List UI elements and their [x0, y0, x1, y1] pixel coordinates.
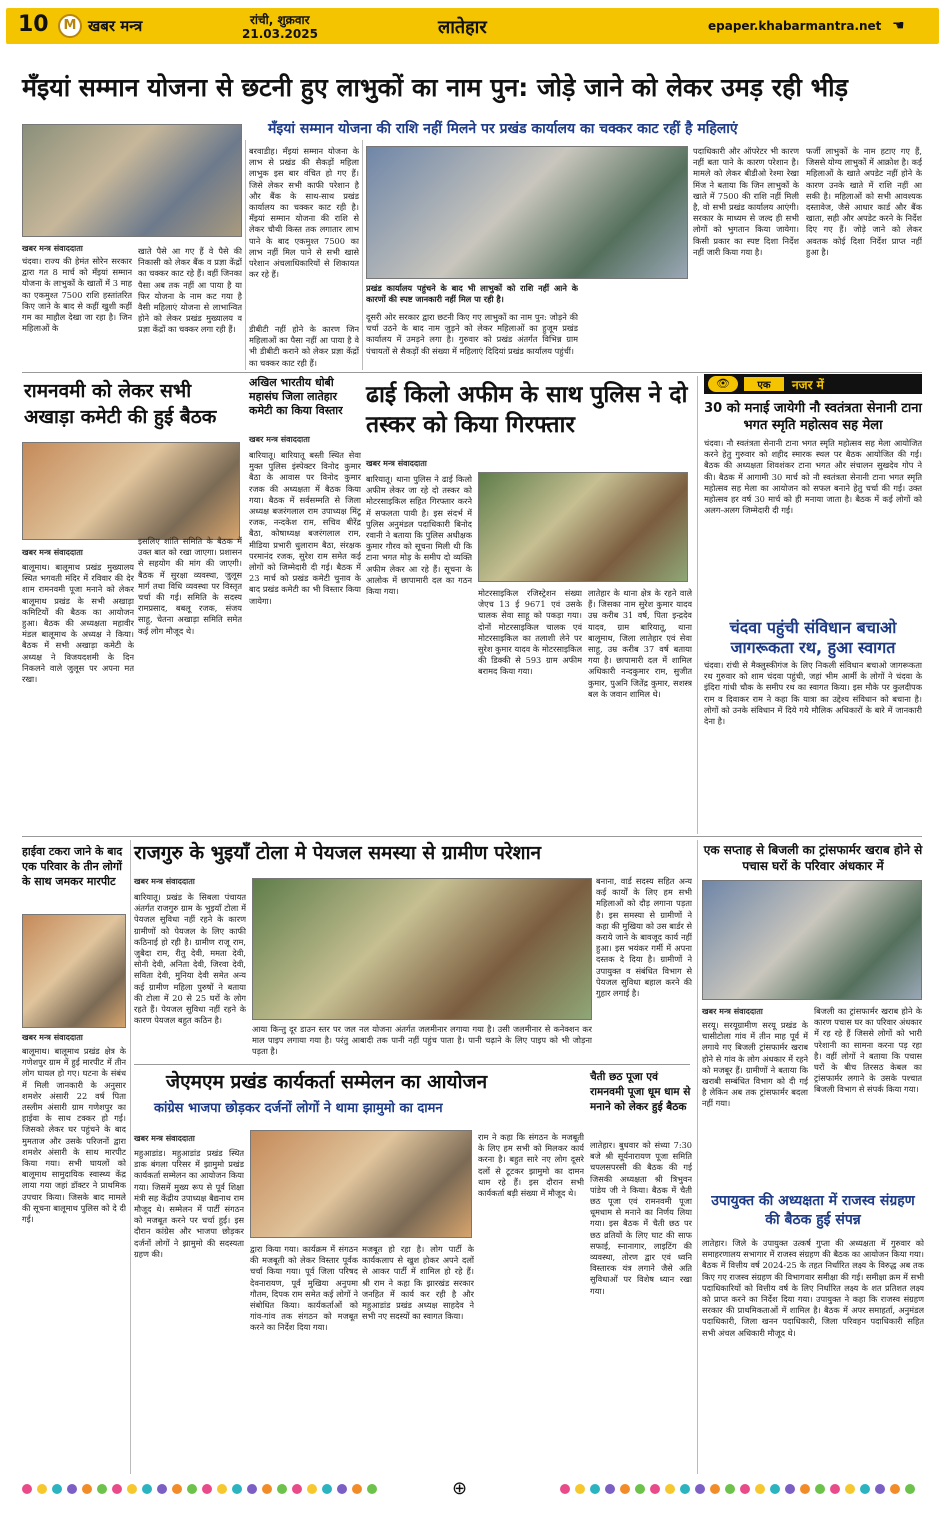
story1-col4: डीबीटी नहीं होने के कारण जिन महिलाओं का पैसा नहीं आ पाया है वे भी डीबीटी कराने को लेकर प्रज्ञा केंद्रों का चक्कर काट रही हैं।: [249, 324, 359, 368]
footer-dot: [187, 1484, 197, 1494]
footer-dot: [142, 1484, 152, 1494]
story1-subheadline: मँइयां सम्मान योजना की राशि नहीं मिलने पर प्रखंड कार्यालय का चक्कर काट रहीं है महिलाएं: [268, 121, 738, 137]
story1-col7: फर्जी लाभुकों के नाम हटाए गए हैं, जिससे योग्य लाभुकों में आक्रोश है। कई महिलाओं के खाते अपडेट नहीं होने के कारण उनके खाते में राशि नहीं आ सकी है। महिलाओं को सभी आवश्यक दस्तावेज, जैसे आधार कार्ड और बैंक खाता, सही और अपडेट करने के निर्देश दिए गए हैं। जोड़े जाने को लेकर अवतक कोई दिशा निर्देश प्राप्त नहीं हुआ है।: [806, 146, 922, 257]
ek-nazar-tag-left: एक: [744, 377, 784, 391]
footer-dot: [635, 1484, 645, 1494]
story8-caption: आया किन्तु दूर डाउन स्तर पर जल नल योजना अंतर्गत जलमीनार लगाया गया है। उसी जलमीनार से कनेक्शन कर माल पाइप लगाया गया है। परंतु आबादी तक पानी नहीं पहुंच पाता है। पानी चढ़ाने के लिए पाइप को भी जोड़ना पड़ता है।: [252, 1024, 592, 1057]
ek-nazar-banner: [704, 374, 922, 394]
story6-body: चंदवा। रांची से मैक्लुस्कीगंज के लिए निकली संविधान बचाओ जागरूकता रथ गुरुवार को शाम चंदवा पहुंची, जहां भीम आर्मी के लोगों ने चंदवा के इंदिरा गांधी चौक के समीप रथ का स्वागत किया। इस मौके पर कुलदीपक राम व दिवाकर राम ने कहा कि यात्रा का उद्देश्य संविधान को बचाना है। लोगों को उनके संविधान में दिये गये मौलिक अधिकारों के बारे में जानकारी देना है।: [704, 660, 922, 727]
footer-dot: [277, 1484, 287, 1494]
story4-col1: बारियातू। थाना पुलिस ने ढाई किलो अफीम लेकर जा रहे दो तस्कर को मोटरसाइकिल सहित गिरफ्तार करने में सफलता पायी है। इस संदर्भ में पुलिस अनुमंडल पदाधिकारी बिनोद रवानी ने बताया कि पुलिस अधीक्षक कुमार गौरव को सूचना मिली थी कि टाना भगत मोड़ के समीप दो व्यक्ति अफीम लेकर आ रहे हैं। सूचना के आलोक में छापामारी दल का गठन किया गया।: [366, 474, 472, 597]
story4-headline: ढाई किलो अफीम के साथ पुलिस ने दो तस्कर को किया गिरफ्तार: [366, 382, 688, 438]
story10-col3: मजबूत हो रहा है। लोग पार्टी के कार्यकलाप से खुश होकर अपने दलों से आकर पार्टी में शामिल हो रहे हैं। श्री राम ने कहा कि झारखंड सरकार जनहित में कार्य कर रही है और महुआडांड प्रखंड अध्यक्ष साहदेव ने सभी नए सदस्यों का स्वागत किया।: [362, 1244, 474, 1322]
story9-col1: सरयू। सरयूग्रामीण सरयू प्रखंड के चासीटोला गांव में तीन माह पूर्व में लगाये गए बिजली ट्रांसफार्मर खराब होने से गांव के लोग अंधकार में रहने को मजबूर हैं। ग्रामीणों ने बताया कि खराबी सम्बंधित विभाग को दी गई है लेकिन अब तक ट्रांसफार्मर बदला नहीं गया।: [702, 1020, 808, 1109]
story8-col3: बनाना, वार्ड सदस्य सहित अन्य कई कार्यों के लिए हम सभी महिलाओं को दौड़ लगाना पड़ता है। इस समस्या से ग्रामीणों ने कहा की मुखिया को उस बार्डर से कराये जाने के बावजूद कार्य नहीं हुआ। इस भयंकर गर्मी में अपना दस्तक दे दिया है। ग्रामीणों ने उपायुक्त व संबंधित विभाग से पेयजल सुविधा बहाल करने की गुहार लगाई है।: [596, 876, 692, 999]
footer-dot: [52, 1484, 62, 1494]
story1-col3: बरवाडीह। मँइयां सम्मान योजना के लाभ से प्रखंड की सैकड़ों महिला लाभुक इस बार वंचित हो गए हैं। जिसे लेकर सभी काफी परेशान है और बैंक के साथ-साथ प्रखंड कार्यालय का चक्कर काट रही है। मँइयां सम्मान योजना की राशि से लेकर चौथी किस्त तक लगातार लाभ पाने के बाद एकमुश्त 7500 का लाभ नहीं मिल पाने से सभी खासे परेशान अंचलाधिकारियों से शिकायत कर रहे हैं।: [249, 146, 359, 280]
registration-mark-icon: ⊕: [452, 1478, 468, 1499]
story12-body: लातेहार। जिले के उपायुक्त उत्कर्ष गुप्ता की अध्यक्षता में गुरुवार को समाहरणालय सभागार में राजस्व संग्रहण की बैठक का आयोजन किया गया। बैठक में वित्तीय वर्ष 2024-25 के तहत निर्धारित लक्ष्य के विरुद्ध अब तक किए गए राजस्व संग्रहण की विभागवार समीक्षा की गई। समीक्षा क्रम में सभी पदाधिकारियों को वित्तीय वर्ष के लिए निर्धारित लक्ष्य के शत प्रतिशत लक्ष्य को प्राप्त करने का निर्देश दिया गया। उपायुक्त ने कहा कि राजस्व संग्रहण सरकार की प्राथमिकताओं में शामिल है। बैठक में अपर समाहर्ता, अनुमंडल पदाधिकारी, जिला खनन पदाधिकारी, जिला परिवहन पदाधिकारी सहित सभी अंचल अधिकारी मौजूद थे।: [702, 1238, 924, 1338]
story1-col6: पदाधिकारी और ऑपरेटर भी कारण नहीं बता पाने के कारण परेशान है। मामले को लेकर बीडीओ रेश्मा रेखा मिंज ने बताया कि जिन लाभुकों के खाते में 7500 की राशि नहीं मिली है, वो सभी प्रखंड कार्यालय आएंगी। सरकार के माध्यम से जल्द ही सभी लोगों को भुगतान किया जायेगा। किसी प्रकार का स्पष्ट दिशा निर्देश नहीं जारी किया गया है।: [693, 146, 799, 257]
story1-credit: खबर मन्त्र संवाददाता: [22, 244, 83, 253]
footer-dot: [67, 1484, 77, 1494]
footer-dot: [770, 1484, 780, 1494]
footer-dot: [755, 1484, 765, 1494]
story7-headline: हाईवा टकरा जाने के बाद एक परिवार के तीन लोगों के साथ जमकर मारपीट: [22, 845, 123, 888]
story8-credit: खबर मन्त्र संवाददाता: [134, 877, 195, 886]
story4-photo-police: [478, 472, 688, 582]
footer-dot: [845, 1484, 855, 1494]
story3-headline: अखिल भारतीय धोबी महासंघ जिला लातेहार कमेटी का किया विस्तार: [249, 376, 343, 417]
footer-dot: [157, 1484, 167, 1494]
epaper-link[interactable]: epaper.khabarmantra.net: [708, 19, 882, 33]
story8-headline: राजगुरु के भुइयाँ टोला मे पेयजल समस्या से ग्रामीण परेशान: [134, 842, 542, 864]
story2-photo-meeting: [22, 442, 240, 540]
story10-subheadline: कांग्रेस भाजपा छोड़कर दर्जनों लोगों ने थामा झामुमो का दामन: [154, 1101, 443, 1116]
footer-dot: [97, 1484, 107, 1494]
brand-logo-icon: M: [58, 14, 82, 38]
footer-dot: [620, 1484, 630, 1494]
story1-photo-office: [366, 146, 688, 279]
footer-dot: [785, 1484, 795, 1494]
story8-col1: बारियातू। प्रखंड के सिबला पंचायत अंतर्गत राजगुरु ग्राम के भुइयाँ टोला में पेयजल सुविधा नहीं रहने के कारण ग्रामीणों को पेयजल के लिए काफी कठिनाई हो रही है। ग्रामीण राजू राम, जुबैदा राम, रीतु देवी, ममता देवी, सोनी देवी, अनिता देवी, जिरवा देवी, सविता देवी, मुनिया देवी समेत अन्य कई ग्रामीण महिला पुरुषों ने बताया की टोला में 20 से 25 घरों के लोग रहते हैं। पेयजल सुविधा नहीं रहने के कारण पेयजल बहुत कठिन है।: [134, 892, 246, 1026]
story1-col1: चंदवा। राज्य की हेमंत सोरेन सरकार द्वारा गत 8 मार्च को मँइयां सम्मान योजना के लाभुकों के खातों में 3 माह का एकमुश्त 7500 राशि हस्तांतरित किए जाने के बाद से कहीं खुशी कहीं गम का माहौल देखा जा रहा है। जिन महिलाओं के: [22, 256, 132, 334]
footer-dot: [605, 1484, 615, 1494]
story1-col2: खाते पैसे आ गए हैं वे पैसे की निकासी को लेकर बैंक व प्रज्ञा केंद्रों का चक्कर काट रहे हैं। वहीं जिनका पैसा अब तक नहीं आ पाया है या फिर योजना के नाम कट गया है वैसी महिलाएं योजना से लाभान्वित होने को लेकर प्रखंड मुख्यालय व प्रज्ञा केंद्रों का चक्कर लगा रही हैं।: [138, 246, 242, 335]
footer-dot: [292, 1484, 302, 1494]
story7-credit: खबर मन्त्र संवाददाता: [22, 1033, 83, 1042]
story2-col2: इसलिए शांति समिति के बैठक में उक्त बात को रखा जाएगा। प्रशासन से सहयोग की मांग की जाएगी। बैठक में सुरक्षा व्यवस्था, जुलूस मार्ग तथा विधि व्यवस्था पर विस्तृत चर्चा की गई। समिति के सदस्य रामप्रसाद, बबलू रजक, संजय साहू, चेतना अखाड़ा समिति समेत कई लोग मौजूद थे।: [138, 536, 242, 636]
story11-headline: चैती छठ पूजा एवं रामनवमी पूजा धूम धाम से मनाने को लेकर हुई बैठक: [590, 1071, 691, 1113]
footer-dot: [890, 1484, 900, 1494]
story9-col2: बिजली का ट्रांसफार्मर खराब होने के कारण पचास घर का परिवार अंधकार में रह रहे हैं जिससे लोगों को भारी परेशानी का सामना करना पड़ रहा है। वहीं लोगों ने बताया कि पचास घरों के बीच तिरसठ केबल का ट्रांसफार्मर लगाने के उसके पश्चात बिजली विभाग से संपर्क किया गया।: [814, 1006, 922, 1095]
brand-name: खबर मन्त्र: [88, 17, 143, 35]
story1-photo-crowd: [22, 124, 242, 237]
story3-credit: खबर मन्त्र संवाददाता: [249, 435, 310, 444]
footer-dot: [37, 1484, 47, 1494]
story10-col4: राम ने कहा कि संगठन के मजबूती के लिए हम सभी को मिलकर कार्य करना है। बहुत सारे नए लोग दूसरे दलों से टूटकर झामुमो का दामन थाम रहे हैं। इस दौरान सभी कार्यकर्ता बड़ी संख्या में मौजूद थे।: [478, 1132, 584, 1199]
page-header: [6, 8, 939, 44]
footer-dot: [695, 1484, 705, 1494]
footer-dot: [815, 1484, 825, 1494]
story10-credit: खबर मन्त्र संवाददाता: [134, 1134, 195, 1143]
story1-headline: मँइयां सम्मान योजना से छटनी हुए लाभुकों का नाम पुन: जोड़े जाने को लेकर उमड़ रही भीड़: [22, 73, 848, 102]
footer-dots-right: [560, 1484, 915, 1494]
header-date: 21.03.2025: [242, 27, 318, 41]
footer-dot: [905, 1484, 915, 1494]
ek-nazar-tag-right: नजर में: [792, 378, 824, 392]
story4-col3: लातेहार के थाना क्षेत्र के रहने वाले हैं। जिसका नाम सुरेश कुमार यादव उम्र करीब 31 वर्ष, पिता इन्द्रदेव यादव, ग्राम बारियातू, थाना बालूमाथ, जिला लातेहार एवं सेवा साहू, उम्र करीब 37 वर्ष बताया गया है। छापामारी दल में शामिल अधिकारी नन्दकुमार राम, सुजीत कुमार, पुअनि जितेंद्र कुमार, सशस्त्र बल के जवान शामिल थे।: [588, 588, 692, 699]
header-city-day: रांची, शुक्रवार: [250, 13, 310, 27]
footer-dot: [740, 1484, 750, 1494]
footer-dot: [307, 1484, 317, 1494]
footer-dot: [800, 1484, 810, 1494]
footer-dot: [860, 1484, 870, 1494]
story6-headline: चंदवा पहुंची संविधान बचाओ जागरूकता रथ, हुआ स्वागत: [729, 618, 897, 657]
footer-dot: [22, 1484, 32, 1494]
footer-dot: [82, 1484, 92, 1494]
footer-dots-left: [22, 1484, 377, 1494]
story5-headline: 30 को मनाई जायेगी नौ स्वतंत्रता सेनानी टाना भगत स्मृति महोत्सव सह मेला: [704, 401, 922, 433]
story8-photo-villagers: [252, 878, 592, 1020]
footer-dot: [650, 1484, 660, 1494]
footer-dot: [322, 1484, 332, 1494]
footer-dot: [665, 1484, 675, 1494]
story4-credit: खबर मन्त्र संवाददाता: [366, 459, 427, 468]
footer-dot: [680, 1484, 690, 1494]
story11-body: लातेहार। बुधवार को संध्या 7:30 बजे श्री सूर्यनारायण पूजा समिति चपलसपरसी की बैठक की गई जिसकी अध्यक्षता श्री त्रिभुवन पांडेय जी ने किया। बैठक में चैती छठ पूजा एवं रामनवमी पूजा धूमधाम से मनाने का निर्णय लिया गया। इस बैठक में चैती छठ पर छठ व्रतियों के लिए घाट की साफ सफाई, स्नानागार, लाइटिंग की व्यवस्था, तोरण द्वार एवं ध्वनि विस्तारक यंत्र लगाने जैसे अति सुविधाओं पर विशेष ध्यान रखा गया।: [590, 1140, 692, 1296]
story1-caption: प्रखंड कार्यालय पहुंचने के बाद भी लाभुकों को राशि नहीं आने के कारणों की स्पष्ट जानकारी नहीं मिल पा रही है।: [366, 283, 578, 305]
story2-headline: रामनवमी को लेकर सभी अखाड़ा कमेटी की हुई बैठक: [24, 380, 217, 428]
footer-dot: [247, 1484, 257, 1494]
story9-credit: खबर मन्त्र संवाददाता: [702, 1007, 763, 1016]
footer-dot: [830, 1484, 840, 1494]
story10-col2: द्वारा किया गया। कार्यक्रम में संगठन की मजबूती को लेकर विस्तार पूर्वक चर्चा किया गया। पूर्व जिला परिषद देवनारायण, पूर्व मुखिया अनुपमा गौतम, दिपक राम समेत कई लोगों ने संबोधित किया। कार्यकर्ताओं को गांव-गांव तक संगठन को मजबूत करने का निर्देश दिया गया।: [250, 1244, 358, 1333]
footer-dot: [725, 1484, 735, 1494]
story10-photo-rally: [250, 1130, 472, 1238]
page-number: 10: [18, 12, 49, 37]
story2-col1: बालूमाथ। बालूमाथ प्रखंड मुख्यालय स्थित भगवती मंदिर में रविवार की देर शाम रामनवमी पूजा मनाने को लेकर बालूमाथ प्रखंड के सभी अखाड़ा कमिटियों की बैठक का आयोजन हुआ। बैठक की अध्यक्षता महावीर मंडल बालूमाथ के अध्यक्ष ने किया। बैठक में सभी अखाड़ा कमेटी के अध्यक्ष ने विजयदशमी के दिन निकलने वाले जुलूस पर अपना मत रखा।: [22, 562, 134, 685]
footer-dot: [352, 1484, 362, 1494]
footer-dot: [127, 1484, 137, 1494]
footer-dot: [710, 1484, 720, 1494]
footer-dot: [217, 1484, 227, 1494]
story2-credit: खबर मन्त्र संवाददाता: [22, 548, 83, 557]
ek-nazar-eye-icon: 👁: [708, 376, 738, 392]
footer-dot: [262, 1484, 272, 1494]
footer-dot: [560, 1484, 570, 1494]
footer-dot: [172, 1484, 182, 1494]
story10-headline: जेएमएम प्रखंड कार्यकर्ता सम्मेलन का आयोजन: [166, 1071, 488, 1093]
footer-dot: [112, 1484, 122, 1494]
footer-dot: [202, 1484, 212, 1494]
footer-dot: [337, 1484, 347, 1494]
footer-dot: [590, 1484, 600, 1494]
story5-body: चंदवा। नौ स्वतंत्रता सेनानी टाना भगत स्मृति महोत्सव सह मेला आयोजित करने हेतु गुरुवार को शहीद स्मारक स्थल पर बैठक आयोजित की गई। बैठक की अध्यक्षता शिवशंकर टाना भगत और संचालन सुखदेव गोप ने की। बैठक में आगामी 30 मार्च को नौ स्वतंत्रता सेनानी टाना भगत स्मृति महोत्सव सह मेला का आयोजन को सफल बनाने हेतु चर्चा की गई। उक्त महोत्सव हर वर्ष 30 मार्च को ही मनाया जाता है। बैठक में कई लोगों को अलग-अलग जिम्मेदारी दी गई।: [704, 438, 922, 516]
footer-dot: [575, 1484, 585, 1494]
story4-caption: मोटरसाइकिल रजिस्ट्रेशन संख्या जेएच 13 ई 9671 एवं उसके चालक सेवा साहू को पकड़ा गया। दोनों मोटरसाइकिल चालक एवं मोटरसाइकिल का तलाशी लेने पर सुरेश कुमार यादव के मोटरसाइकिल की डिक्की से 593 ग्राम अफीम बरामद किया गया।: [478, 588, 582, 677]
footer-dot: [232, 1484, 242, 1494]
story7-body: बालूमाथ। बालूमाथ प्रखंड क्षेत्र के गणेशपुर ग्राम में हुई मारपीट में तीन लोग घायल हो गए। घटना के संबंध में मिली जानकारी के अनुसार शमशेर अंसारी 22 वर्ष पिता तस्लीम अंसारी ग्राम गणेशपुर का हाईवा के साथ टक्कर हो गई। जिसको लेकर घर पहुंचने के बाद मुमताज और उसके परिजनों द्वारा शमशेर अंसारी के साथ मारपीट किया गया। सभी घायलों को बालूमाथ सामुदायिक स्वास्थ्य केंद्र लाया गया जहां डॉक्टर ने प्राथमिक उपचार किया। जिसके बाद मामले की सूचना बालूमाथ पुलिस को दे दी गई।: [22, 1046, 126, 1225]
story3-body: बारियातू। बारियातू बस्ती स्थित सेवा मुक्त पुलिस इंस्पेक्टर विनोद कुमार बैठा के आवास पर विनोद कुमार रजक की अध्यक्षता में बैठक किया गया। बैठक में सर्वसम्मति से जिला अध्यक्ष बजरंगलाल राम उपाध्यक्ष मिंटू रजक, नन्दकेश राम, सचिव बीरेंद्र बैठा, कोषाध्यक्ष बजरंगलाल राम, मीडिया प्रभारी धुलाराम बैठा, संरक्षक परमानंद रजक, सुरेश राम समेत कई लोगों को जिम्मेदारी दी गई। बैठक में 23 मार्च को प्रखंड कमेटी चुनाव के बाद प्रखंड कमेटी का भी विस्तार किया जायेगा।: [249, 450, 361, 606]
story7-photo-injured: [22, 914, 126, 1028]
hand-pointer-icon: ☚: [892, 18, 905, 34]
footer-dot: [367, 1484, 377, 1494]
story10-col1: महुआडांड। महुआडांड प्रखंड स्थित डाक बंगला परिसर में झामुमो प्रखंड कार्यकर्ता सम्मेलन का आयोजन किया गया। जिसमें मुख्य रूप से पूर्व शिक्षा मंत्री सह केंद्रीय उपाध्यक्ष बैद्यनाथ राम मौजूद थे। सम्मेलन में पार्टी संगठन को मजबूत करने पर चर्चा हुई। इस दौरान कांग्रेस और भाजपा छोड़कर दर्जनों लोगों ने झामुमो की सदस्यता ग्रहण की।: [134, 1148, 244, 1259]
story1-col5: दूसरी ओर सरकार द्वारा छटनी किए गए लाभुकों का नाम पुन: जोड़ने की चर्चा उठने के बाद नाम जुड़ने को लेकर महिलाओं का हुजूम प्रखंड कार्यालय में उमड़ने लगा है। गुरुवार को प्रखंड अंतर्गत विभिन्न ग्राम पंचायतों से सैकड़ों की संख्या में महिलाएं दिदियां प्रखंड कार्यालय पहुंचीं।: [366, 312, 578, 356]
section-name: लातेहार: [438, 17, 487, 38]
story9-photo-transformer: [702, 880, 922, 1000]
story9-headline: एक सप्ताह से बिजली का ट्रांसफार्मर खराब होने से पचास घरों के परिवार अंधकार में: [703, 843, 923, 873]
footer-dot: [875, 1484, 885, 1494]
story12-headline: उपायुक्त की अध्यक्षता में राजस्व संग्रहण की बैठक हुई संपन्न: [711, 1193, 915, 1228]
